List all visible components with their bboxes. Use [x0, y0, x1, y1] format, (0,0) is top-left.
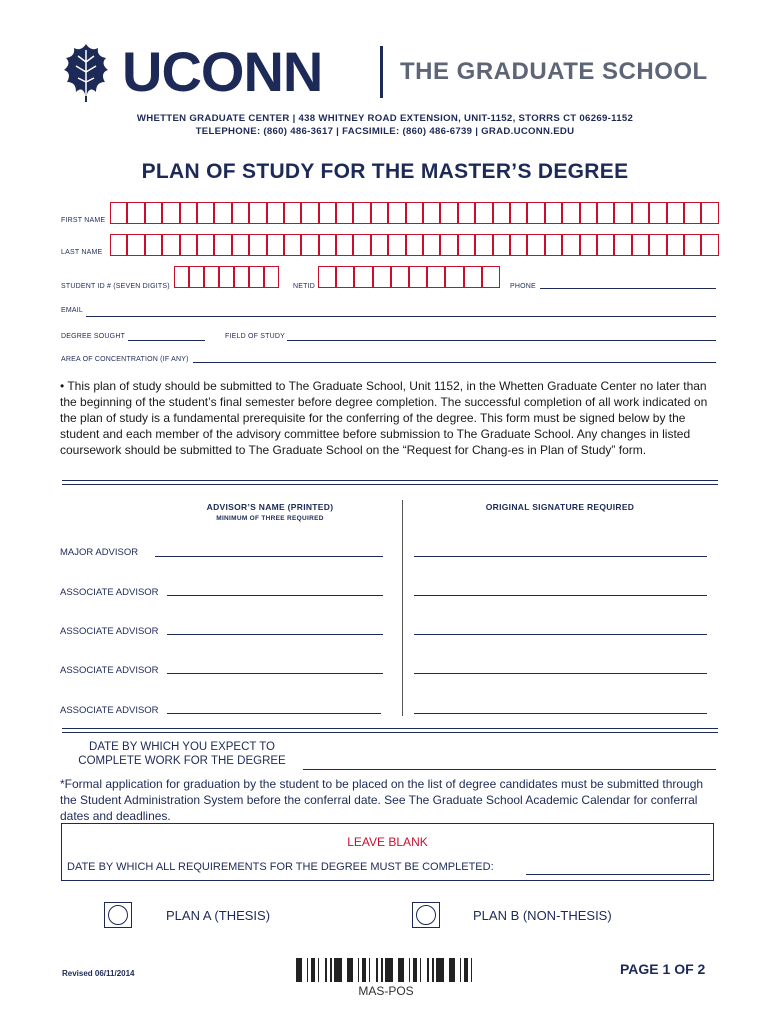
character-box[interactable] — [110, 234, 127, 256]
character-box[interactable] — [423, 202, 440, 224]
netid-boxes[interactable] — [318, 266, 500, 288]
character-box[interactable] — [440, 202, 457, 224]
character-box[interactable] — [180, 202, 197, 224]
character-box[interactable] — [510, 202, 527, 224]
character-box[interactable] — [475, 234, 492, 256]
character-box[interactable] — [336, 266, 354, 288]
character-box[interactable] — [423, 234, 440, 256]
oak-leaf-crest-icon — [60, 42, 112, 104]
graduate-school-name: THE GRADUATE SCHOOL — [400, 58, 708, 85]
character-box[interactable] — [562, 202, 579, 224]
field-of-study-field[interactable] — [287, 340, 716, 341]
character-box[interactable] — [493, 202, 510, 224]
character-box[interactable] — [458, 202, 475, 224]
character-box[interactable] — [371, 234, 388, 256]
character-box[interactable] — [391, 266, 409, 288]
character-box[interactable] — [632, 202, 649, 224]
character-box[interactable] — [110, 202, 127, 224]
character-box[interactable] — [649, 202, 666, 224]
address-line: WHETTEN GRADUATE CENTER | 438 WHITNEY ROAD EXTENSION, UNIT-1152, STORRS CT 06269-1152 — [136, 113, 634, 124]
character-box[interactable] — [219, 266, 234, 288]
character-box[interactable] — [580, 234, 597, 256]
advisor-signature-field[interactable] — [414, 673, 707, 674]
advisor-name-subheader: MINIMUM OF THREE REQUIRED — [216, 515, 324, 522]
plan-b-checkbox[interactable] — [412, 902, 440, 928]
section-divider — [62, 728, 718, 733]
character-box[interactable] — [388, 202, 405, 224]
header-divider — [380, 46, 383, 98]
character-box[interactable] — [527, 234, 544, 256]
instructions-paragraph: • This plan of study should be submitted to The Graduate School, Unit 1152, in the Whetten Graduate Center no later than the beginning of the student’s final semester before degree completion. The successful completion of all work indicated on the plan of study is a fundamental prerequisite for the conferring of the degree. This form must be signed below by the student and each member of the advisory committee before submission to The Graduate School. Any changes in listed coursework should be submitted to The Graduate School on the “Request for Chang-es in Plan of Study” form. — [60, 379, 708, 457]
character-box[interactable] — [409, 266, 427, 288]
expected-date-label-2: COMPLETE WORK FOR THE DEGREE — [78, 755, 286, 767]
graduation-note: *Formal application for graduation by the student to be placed on the list of degree candidates must be submitted through the Student Administration System before the conferral date. See The Graduate School Academic Calendar for conferral dates and deadlines. — [60, 777, 704, 823]
character-box[interactable] — [267, 202, 284, 224]
advisor-signature-field[interactable] — [414, 634, 707, 635]
character-box[interactable] — [614, 234, 631, 256]
character-box[interactable] — [353, 202, 370, 224]
uconn-wordmark: UCONN — [122, 40, 323, 103]
character-box[interactable] — [427, 266, 445, 288]
character-box[interactable] — [684, 234, 701, 256]
character-box[interactable] — [234, 266, 249, 288]
character-box[interactable] — [545, 234, 562, 256]
character-box[interactable] — [545, 202, 562, 224]
revised-date: Revised 06/11/2014 — [62, 969, 135, 978]
first-name-boxes[interactable] — [110, 202, 719, 224]
advisor-name-field[interactable] — [167, 634, 383, 635]
character-box[interactable] — [388, 234, 405, 256]
character-box[interactable] — [301, 202, 318, 224]
character-box[interactable] — [197, 202, 214, 224]
advisor-name-header: ADVISOR’S NAME (PRINTED) — [206, 502, 334, 512]
character-box[interactable] — [406, 202, 423, 224]
radio-circle-icon — [416, 905, 436, 925]
barcode-icon — [296, 958, 476, 982]
character-box[interactable] — [373, 266, 391, 288]
expected-date-label-1: DATE BY WHICH YOU EXPECT TO — [89, 741, 275, 753]
character-box[interactable] — [249, 234, 266, 256]
character-box[interactable] — [145, 234, 162, 256]
character-box[interactable] — [284, 234, 301, 256]
character-box[interactable] — [493, 234, 510, 256]
advisor-row-label: MAJOR ADVISOR — [60, 547, 139, 558]
character-box[interactable] — [445, 266, 463, 288]
phone-field[interactable] — [540, 288, 716, 289]
radio-circle-icon — [108, 905, 128, 925]
character-box[interactable] — [667, 202, 684, 224]
character-box[interactable] — [482, 266, 500, 288]
advisor-row-label: ASSOCIATE ADVISOR — [60, 587, 159, 598]
character-box[interactable] — [614, 202, 631, 224]
character-box[interactable] — [127, 202, 144, 224]
leave-blank-heading: LEAVE BLANK — [347, 835, 428, 849]
advisor-name-field[interactable] — [167, 673, 383, 674]
character-box[interactable] — [232, 202, 249, 224]
requirements-date-field — [526, 874, 710, 875]
character-box[interactable] — [204, 266, 219, 288]
character-box[interactable] — [180, 234, 197, 256]
character-box[interactable] — [162, 202, 179, 224]
column-divider — [402, 500, 403, 716]
student-id-label: STUDENT ID # (SEVEN DIGITS) — [61, 283, 170, 290]
character-box[interactable] — [214, 234, 231, 256]
character-box[interactable] — [684, 202, 701, 224]
area-field[interactable] — [193, 362, 716, 363]
plan-b-label: PLAN B (NON-THESIS) — [473, 908, 612, 923]
character-box[interactable] — [249, 202, 266, 224]
character-box[interactable] — [162, 234, 179, 256]
page-title: PLAN OF STUDY FOR THE MASTER’S DEGREE — [141, 160, 629, 183]
character-box[interactable] — [464, 266, 482, 288]
section-divider — [62, 480, 718, 485]
last-name-boxes[interactable] — [110, 234, 719, 256]
character-box[interactable] — [406, 234, 423, 256]
advisor-name-field[interactable] — [155, 556, 383, 557]
character-box[interactable] — [264, 266, 279, 288]
degree-field[interactable] — [128, 340, 205, 341]
barcode-text: MAS-POS — [358, 984, 414, 998]
student-id-boxes[interactable] — [174, 266, 279, 288]
character-box[interactable] — [632, 234, 649, 256]
character-box[interactable] — [197, 234, 214, 256]
character-box[interactable] — [145, 202, 162, 224]
character-box[interactable] — [475, 202, 492, 224]
character-box[interactable] — [440, 234, 457, 256]
phone-label: PHONE — [510, 283, 536, 290]
character-box[interactable] — [319, 202, 336, 224]
character-box[interactable] — [353, 234, 370, 256]
field-of-study-label: FIELD OF STUDY — [225, 333, 285, 340]
plan-a-label: PLAN A (THESIS) — [166, 908, 271, 923]
character-box[interactable] — [649, 234, 666, 256]
email-field[interactable] — [86, 316, 716, 317]
area-label: AREA OF CONCENTRATION (IF ANY) — [61, 356, 189, 363]
character-box[interactable] — [336, 202, 353, 224]
advisor-name-field[interactable] — [167, 595, 383, 596]
signature-header: ORIGINAL SIGNATURE REQUIRED — [485, 502, 635, 512]
character-box[interactable] — [127, 234, 144, 256]
page-number: PAGE 1 OF 2 — [620, 961, 706, 977]
advisor-row-label: ASSOCIATE ADVISOR — [60, 705, 159, 716]
degree-label: DEGREE SOUGHT — [61, 333, 126, 340]
character-box[interactable] — [232, 234, 249, 256]
first-name-label: FIRST NAME — [61, 217, 106, 224]
advisor-signature-field[interactable] — [414, 556, 707, 557]
character-box[interactable] — [354, 266, 372, 288]
character-box[interactable] — [336, 234, 353, 256]
character-box[interactable] — [189, 266, 204, 288]
advisor-signature-field[interactable] — [414, 713, 707, 714]
contact-line: TELEPHONE: (860) 486-3617 | FACSIMILE: (860) 486-6739 | GRAD.UCONN.EDU — [195, 126, 575, 137]
character-box[interactable] — [667, 234, 684, 256]
character-box[interactable] — [701, 234, 718, 256]
character-box[interactable] — [301, 234, 318, 256]
character-box[interactable] — [214, 202, 231, 224]
character-box[interactable] — [174, 266, 189, 288]
character-box[interactable] — [458, 234, 475, 256]
advisor-row-label: ASSOCIATE ADVISOR — [60, 626, 159, 637]
character-box[interactable] — [562, 234, 579, 256]
netid-label: NETID — [293, 283, 315, 290]
requirements-date-label: DATE BY WHICH ALL REQUIREMENTS FOR THE DEGREE MUST BE COMPLETED: — [67, 861, 494, 873]
advisor-name-field[interactable] — [167, 713, 381, 714]
character-box[interactable] — [597, 202, 614, 224]
character-box[interactable] — [597, 234, 614, 256]
advisor-row-label: ASSOCIATE ADVISOR — [60, 665, 159, 676]
character-box[interactable] — [267, 234, 284, 256]
character-box[interactable] — [580, 202, 597, 224]
character-box[interactable] — [510, 234, 527, 256]
character-box[interactable] — [249, 266, 264, 288]
expected-date-field[interactable] — [303, 769, 716, 770]
character-box[interactable] — [318, 266, 336, 288]
last-name-label: LAST NAME — [61, 249, 103, 256]
character-box[interactable] — [371, 202, 388, 224]
advisor-signature-field[interactable] — [414, 595, 707, 596]
character-box[interactable] — [701, 202, 718, 224]
email-label: EMAIL — [61, 307, 84, 314]
character-box[interactable] — [527, 202, 544, 224]
plan-a-checkbox[interactable] — [104, 902, 132, 928]
character-box[interactable] — [284, 202, 301, 224]
character-box[interactable] — [319, 234, 336, 256]
